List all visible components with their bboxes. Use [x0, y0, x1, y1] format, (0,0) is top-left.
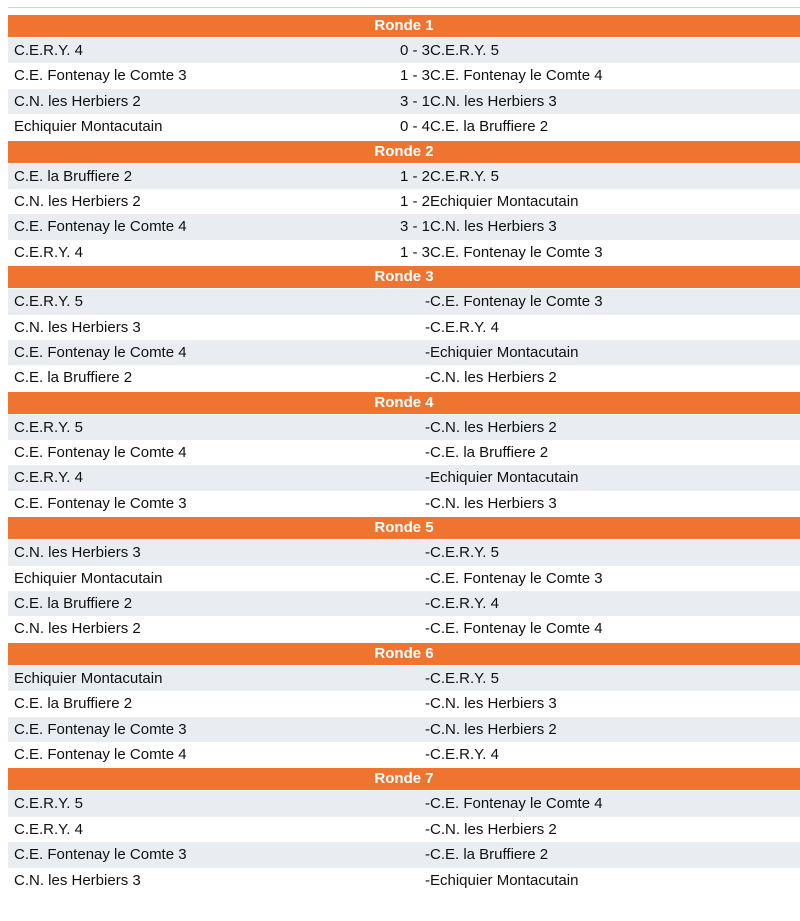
match-row: [8, 240, 800, 265]
match-score: -: [425, 595, 430, 613]
away-team: Echiquier Montacutain: [430, 343, 579, 361]
home-team: C.E. Fontenay le Comte 4: [14, 218, 187, 236]
match-score: -: [425, 544, 430, 562]
away-team: C.E.R.Y. 4: [430, 745, 499, 763]
match-row: [8, 868, 800, 893]
home-team: C.E.R.Y. 4: [14, 42, 83, 59]
home-team: C.E.R.Y. 5: [14, 795, 83, 813]
match-score: -: [425, 569, 430, 587]
match-score: -: [425, 795, 430, 813]
match-row: [8, 38, 800, 63]
match-score: -: [425, 469, 430, 487]
match-score: 1 - 3: [399, 243, 430, 261]
away-team: C.E. Fontenay le Comte 3: [430, 243, 603, 261]
match-row: [8, 842, 800, 867]
match-score: -: [425, 871, 430, 889]
match-row: [8, 440, 800, 465]
round-section: [8, 516, 800, 642]
home-team: C.E. Fontenay le Comte 3: [14, 67, 187, 85]
match-score: -: [425, 343, 430, 361]
match-row: [8, 666, 800, 691]
home-team: C.N. les Herbiers 3: [14, 318, 141, 336]
round-header: Ronde 3: [8, 265, 800, 289]
away-team: C.E. Fontenay le Comte 4: [430, 67, 603, 85]
home-team: C.E.R.Y. 4: [14, 820, 83, 838]
away-team: C.N. les Herbiers 2: [430, 720, 557, 738]
away-team: C.E. Fontenay le Comte 3: [430, 569, 603, 587]
match-row: [8, 465, 800, 490]
home-team: C.E. Fontenay le Comte 3: [14, 494, 187, 512]
round-header: Ronde 2: [8, 140, 800, 164]
match-row: [8, 691, 800, 716]
home-team: C.E. Fontenay le Comte 3: [14, 720, 187, 738]
round-section: [8, 14, 800, 140]
away-team: C.E.R.Y. 5: [430, 669, 499, 687]
top-divider: [8, 7, 800, 8]
home-team: Echiquier Montacutain: [14, 569, 163, 587]
match-row: [8, 164, 800, 189]
match-score: -: [425, 720, 430, 738]
home-team: C.E. Fontenay le Comte 3: [14, 846, 187, 864]
round-section: [8, 642, 800, 768]
home-team: C.E. la Bruffiere 2: [14, 595, 133, 613]
away-team: C.E.R.Y. 4: [430, 318, 499, 336]
round-section: [8, 265, 800, 391]
match-row: [8, 114, 800, 139]
match-row: [8, 365, 800, 390]
match-row: [8, 566, 800, 591]
home-team: C.E.R.Y. 4: [14, 469, 83, 487]
match-score: -: [425, 293, 430, 311]
match-row: [8, 340, 800, 365]
match-score: -: [425, 369, 430, 387]
away-team: Echiquier Montacutain: [430, 469, 579, 487]
away-team: C.E. Fontenay le Comte 4: [430, 795, 603, 813]
home-team: C.N. les Herbiers 3: [14, 544, 141, 562]
match-score: -: [425, 418, 430, 436]
away-team: Echiquier Montacutain: [430, 871, 579, 889]
match-score: -: [425, 745, 430, 763]
away-team: C.N. les Herbiers 2: [430, 418, 557, 436]
match-score: -: [425, 494, 430, 512]
match-score: 3 - 1: [399, 218, 430, 236]
home-team: C.E.R.Y. 5: [14, 293, 83, 311]
home-team: C.N. les Herbiers 2: [14, 92, 141, 110]
match-score: -: [425, 846, 430, 864]
match-score: 0 - 3: [399, 42, 430, 59]
match-row: [8, 214, 800, 239]
away-team: C.E. Fontenay le Comte 4: [430, 620, 603, 638]
away-team: C.N. les Herbiers 2: [430, 820, 557, 838]
match-score: 1 - 2: [399, 167, 430, 185]
round-section: [8, 391, 800, 517]
home-team: C.E. Fontenay le Comte 4: [14, 745, 187, 763]
home-team: C.E.R.Y. 5: [14, 418, 83, 436]
match-score: -: [425, 695, 430, 713]
round-header: Ronde 1: [8, 14, 800, 38]
match-score: 3 - 1: [399, 92, 430, 110]
match-row: [8, 415, 800, 440]
away-team: C.E.R.Y. 4: [430, 595, 499, 613]
round-header: Ronde 6: [8, 642, 800, 666]
away-team: C.N. les Herbiers 3: [430, 494, 557, 512]
match-row: [8, 540, 800, 565]
match-row: [8, 315, 800, 340]
home-team: C.E. la Bruffiere 2: [14, 369, 133, 387]
round-section: [8, 140, 800, 266]
away-team: Echiquier Montacutain: [430, 192, 579, 210]
match-score: -: [425, 444, 430, 462]
away-team: C.E. Fontenay le Comte 3: [430, 293, 603, 311]
match-score: -: [425, 820, 430, 838]
match-row: [8, 742, 800, 767]
match-row: [8, 791, 800, 816]
round-header: Ronde 4: [8, 391, 800, 415]
match-score: -: [425, 318, 430, 336]
match-row: [8, 289, 800, 314]
home-team: C.N. les Herbiers 2: [14, 192, 141, 210]
match-row: [8, 491, 800, 516]
away-team: C.E. la Bruffiere 2: [430, 846, 549, 864]
match-row: [8, 817, 800, 842]
home-team: C.E. la Bruffiere 2: [14, 695, 133, 713]
home-team: C.N. les Herbiers 3: [14, 871, 141, 889]
home-team: C.E. Fontenay le Comte 4: [14, 444, 187, 462]
match-row: [8, 616, 800, 641]
home-team: C.E. Fontenay le Comte 4: [14, 343, 187, 361]
match-score: 0 - 4: [399, 118, 430, 136]
home-team: C.E. la Bruffiere 2: [14, 167, 133, 185]
home-team: C.N. les Herbiers 2: [14, 620, 141, 638]
away-team: C.N. les Herbiers 3: [430, 92, 557, 110]
match-row: [8, 717, 800, 742]
away-team: C.N. les Herbiers 3: [430, 695, 557, 713]
away-team: C.N. les Herbiers 3: [430, 218, 557, 236]
away-team: C.E. la Bruffiere 2: [430, 444, 549, 462]
match-row: [8, 591, 800, 616]
match-row: [8, 89, 800, 114]
match-score: 1 - 2: [399, 192, 430, 210]
away-team: C.E.R.Y. 5: [430, 42, 499, 59]
home-team: Echiquier Montacutain: [14, 118, 163, 136]
match-score: 1 - 3: [399, 67, 430, 85]
round-header: Ronde 5: [8, 516, 800, 540]
match-row: [8, 189, 800, 214]
round-section: [8, 767, 800, 893]
match-row: [8, 63, 800, 88]
away-team: C.E. la Bruffiere 2: [430, 118, 549, 136]
round-header: Ronde 7: [8, 767, 800, 791]
home-team: Echiquier Montacutain: [14, 669, 163, 687]
results-table: [8, 14, 800, 893]
match-score: -: [425, 620, 430, 638]
away-team: C.E.R.Y. 5: [430, 167, 499, 185]
away-team: C.E.R.Y. 5: [430, 544, 499, 562]
match-score: -: [425, 669, 430, 687]
away-team: C.N. les Herbiers 2: [430, 369, 557, 387]
home-team: C.E.R.Y. 4: [14, 243, 83, 261]
